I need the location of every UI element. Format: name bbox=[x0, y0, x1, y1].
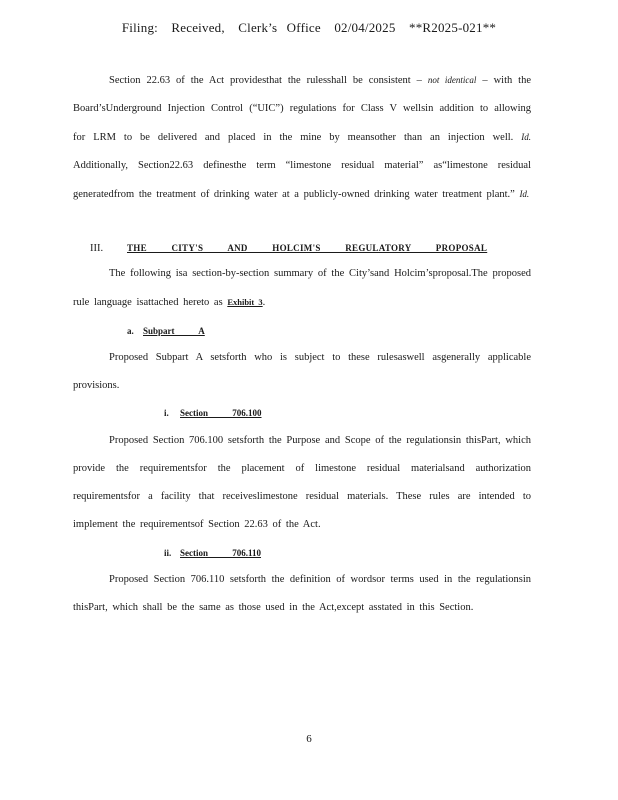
paragraph-text: Proposed Subpart A setsforth who is subject to these rulesaswell asgenerally applicable provisions. bbox=[73, 352, 531, 391]
paragraph-text: Proposed Section 706.110 setsforth the definition of wordsor terms used in the regulationsin thisPart, which shall be the same as those used in the Act,except asstated in this Section. bbox=[73, 574, 531, 613]
paragraph-text: . bbox=[262, 297, 266, 308]
subheading-number: i. bbox=[164, 408, 169, 418]
subheading-number: ii. bbox=[164, 548, 172, 558]
header-date: 02/04/2025 bbox=[334, 20, 396, 35]
paragraph-text: The following isa section-by-section summary of the City’sand Holcim’sproposal.The proposed rule language isattached hereto as bbox=[73, 268, 531, 308]
paragraph-summary bbox=[73, 260, 531, 317]
section-title: THE CITY'S AND HOLCIM'S REGULATORY PROPOSAL bbox=[127, 243, 488, 253]
header-received: Received, bbox=[171, 20, 225, 35]
paragraph-section-706-110 bbox=[73, 566, 531, 622]
exhibit-reference: Exhibit 3 bbox=[227, 297, 263, 307]
section-number: III. bbox=[90, 243, 104, 254]
subheading-number: a. bbox=[127, 326, 134, 336]
subheading-title: Section 706.100 bbox=[180, 408, 262, 418]
header-filing: Filing: bbox=[121, 20, 158, 35]
paragraph-subpart-a bbox=[73, 344, 531, 400]
paragraph-section-22-63 bbox=[73, 66, 531, 209]
citation-id: Id. bbox=[521, 132, 531, 142]
filing-header bbox=[0, 20, 618, 36]
subheading-subpart-a bbox=[127, 321, 205, 341]
header-clerks-office: Clerk’s Office bbox=[238, 20, 321, 35]
citation-id: Id. bbox=[519, 189, 530, 199]
page-number: 6 bbox=[306, 733, 312, 745]
subheading-section-706-100 bbox=[164, 403, 262, 423]
paragraph-text: – with the Board’sUnderground Injection Control (“UIC”) regulations for Class V wellsin addition to allowing for LRM to be delivered and placed in the mine by meansother than an injection well. bbox=[73, 75, 532, 143]
subheading-section-706-110 bbox=[164, 543, 261, 563]
header-filing-number: **R2025-021** bbox=[409, 20, 497, 35]
italic-emphasis: not identical bbox=[427, 75, 477, 85]
paragraph-text: Additionally, Section22.63 definesthe term “limestone residual material” as“limestone residual generatedfrom the treatment of drinking water at a publicly-owned drinking water treatment plant.” bbox=[73, 160, 531, 200]
paragraph-text: Proposed Section 706.100 setsforth the Purpose and Scope of the regulationsin thisPart, which provide the requirementsfor the placement of limestone residual materialsand authorization requirementsfor a facility that receiveslimestone residual materials. These rules are intended to implement the requirementsof Section 22.63 of the Act. bbox=[73, 435, 531, 530]
paragraph-section-706-100 bbox=[73, 427, 531, 539]
subheading-title: Section 706.110 bbox=[180, 548, 262, 558]
paragraph-text: Section 22.63 of the Act providesthat the rulesshall be consistent – bbox=[109, 75, 428, 86]
section-heading-iii bbox=[90, 238, 487, 259]
subheading-title: Subpart A bbox=[143, 326, 205, 336]
